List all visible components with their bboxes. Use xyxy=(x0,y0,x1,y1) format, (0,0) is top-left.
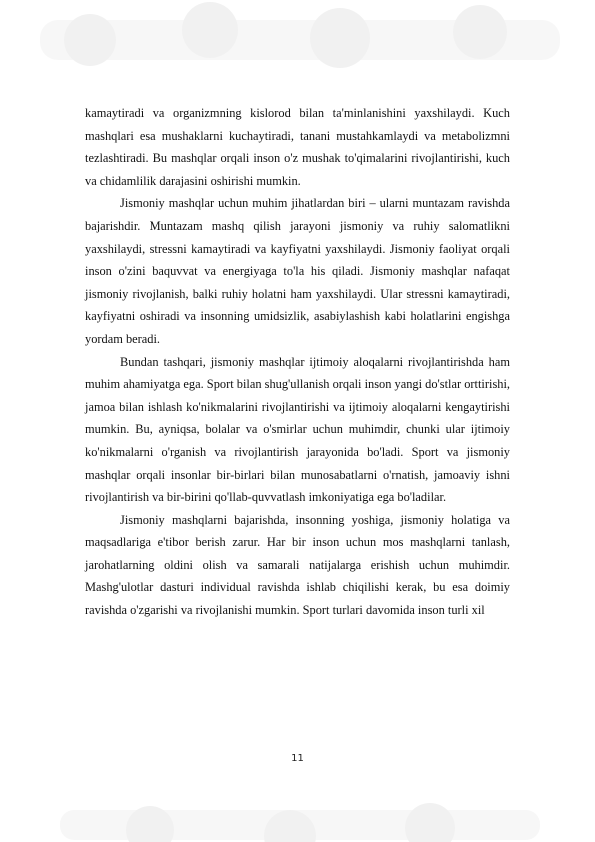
paragraph-3: Bundan tashqari, jismoniy mashqlar ijtimoiy aloqalarni rivojlantirishda ham muhim ahamiyatga ega. Sport bilan shug'ullanish orqali inson yangi do'stlar orttirishi, jamoa bilan ishlash ko'nikmalarini rivojlantirishi va ijtimoiy aloqalarni kengaytirishi mumkin. Bu, ayniqsa, bolalar va o'smirlar uchun muhimdir, chunki ular ijtimoiy ko'nikmalarni o'rganish va rivojlantirish jarayonida bo'ladi. Sport va jismoniy mashqlar orqali insonlar bir-birlari bilan munosabatlarni o'rnatish, jamoaviy ishni rivojlantirish va bir-birini qo'llab-quvvatlash imkoniyatiga ega bo'ladilar. xyxy=(85,354,510,505)
paragraph-1: kamaytiradi va organizmning kislorod bilan ta'minlanishini yaxshilaydi. Kuch mashqlari esa mushaklarni kuchaytiradi, tanani mustahkamlaydi va metabolizmni tezlashtiradi. Bu mashqlar orqali inson o'z mushak to'qimalarini rivojlantirishi, kuch va chidamlilik darajasini oshirishi mumkin. xyxy=(85,106,510,188)
paragraph-2: Jismoniy mashqlar uchun muhim jihatlardan biri – ularni muntazam ravishda bajarishdir. Muntazam mashq qilish jarayoni jismoniy va ruhiy salomatlikni yaxshilaydi, stressni kamaytiradi va kayfiyatni yaxshilaydi. Jismoniy faoliyat orqali inson o'zini baquvvat va energiyaga to'la his qiladi. Jismoniy mashqlar nafaqat jismoniy rivojlanish, balki ruhiy holatni ham yaxshilaydi. Ular stressni kamaytiradi, kayfiyatni oshiradi va insonning umidsizlik, asabiylashish kabi holatlarini engishga yordam beradi. xyxy=(85,196,510,346)
paragraph-4: Jismoniy mashqlarni bajarishda, insonning yoshiga, jismoniy holatiga va maqsadlariga e'tibor berish zarur. Har bir inson uchun mos mashqlarni tanlash, jarohatlarning oldini olish va samarali natijalarga erishish uchun muhimdir. Mashg'ulotlar dasturi individual ravishda ishlab chiqilishi kerak, bu esa doimiy ravishda o'zgarishi va rivojlanishi mumkin. Sport turlari davomida inson turli xil xyxy=(85,512,510,618)
document-body xyxy=(85,102,510,622)
page-number: 11 xyxy=(291,753,304,764)
